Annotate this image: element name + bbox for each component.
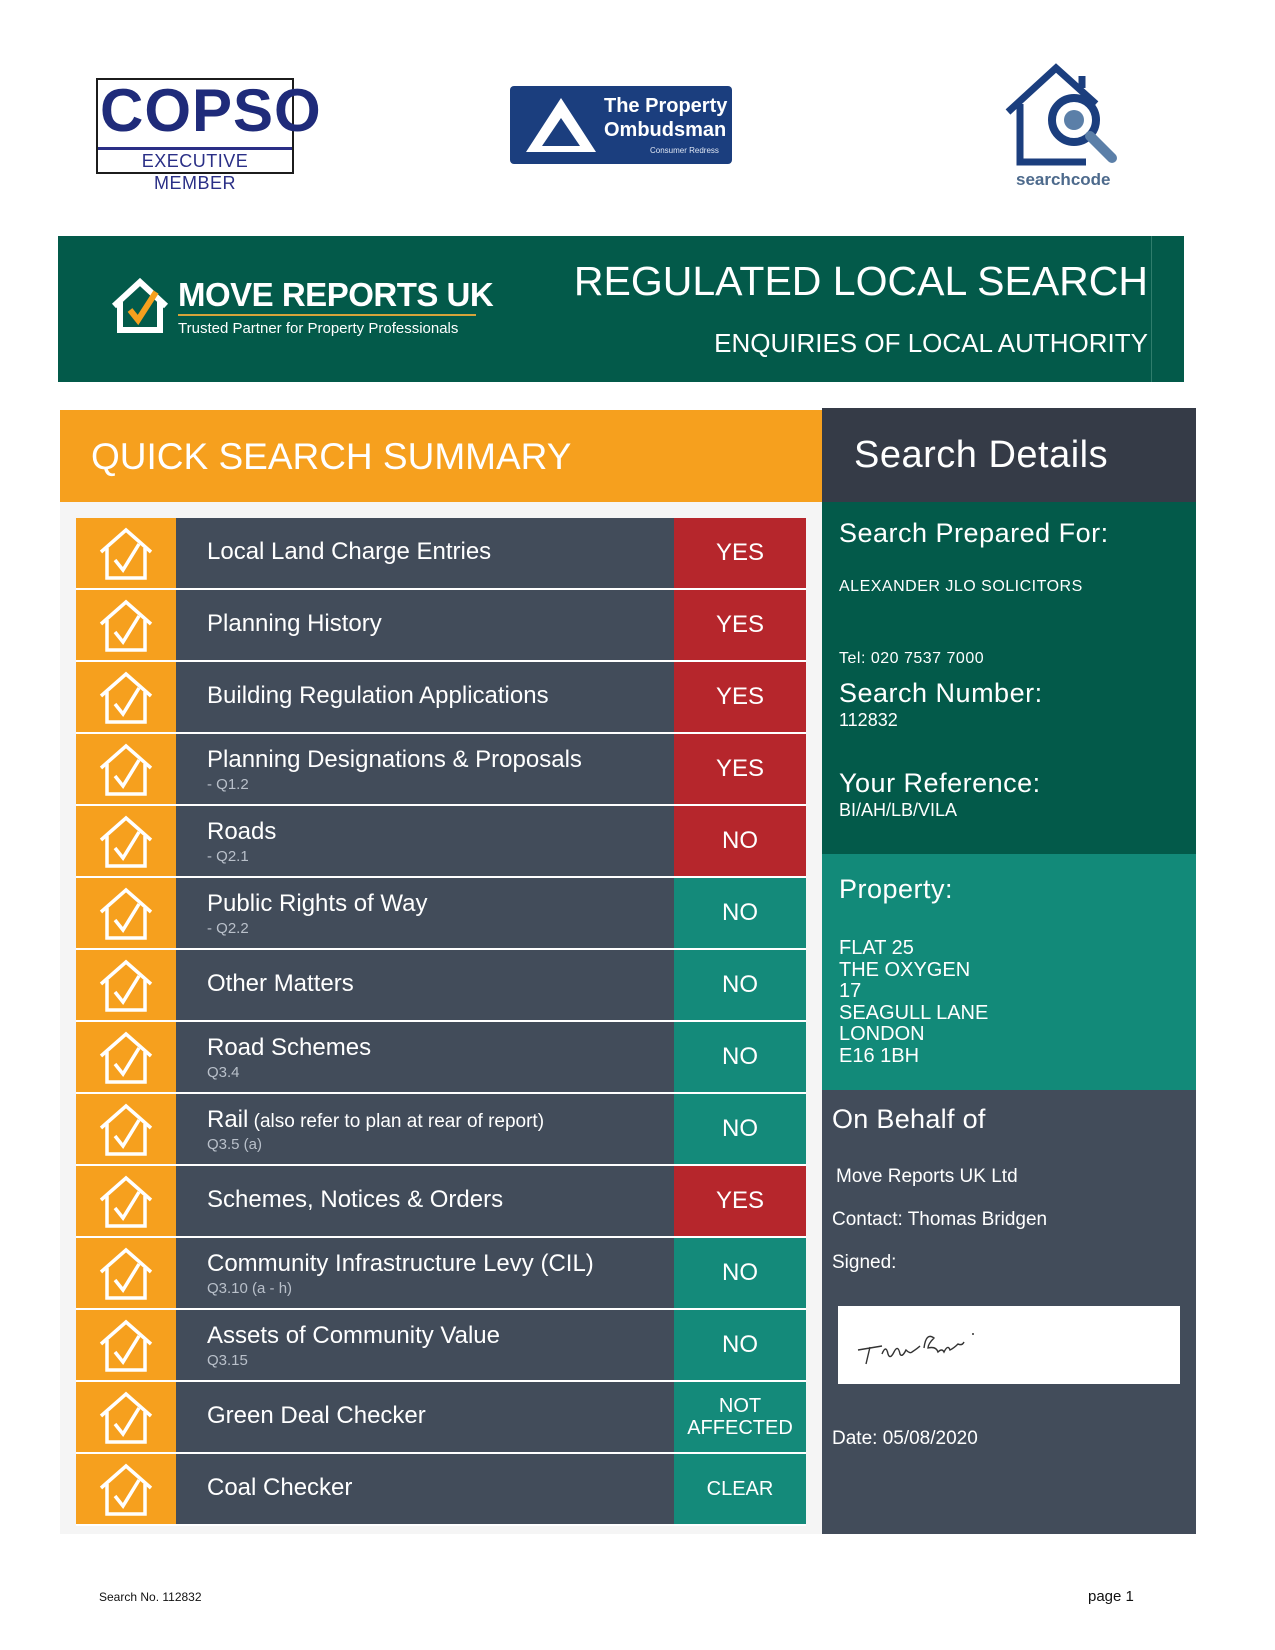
row-label-text: Building Regulation Applications [207, 682, 549, 709]
summary-row [76, 950, 806, 1022]
status-value: NO [722, 1259, 758, 1286]
row-note: Q3.10 (a - h) [207, 1280, 293, 1297]
row-label [207, 1402, 426, 1430]
row-label [207, 610, 382, 638]
row-note: - Q1.2 [207, 776, 249, 793]
summary-row [76, 518, 806, 590]
status-value-line: AFFECTED [687, 1417, 793, 1439]
row-label-text: Community Infrastructure Levy (CIL) [207, 1250, 594, 1277]
status-cell [674, 734, 806, 804]
report-title: REGULATED LOCAL SEARCH [573, 258, 1148, 304]
copso-word: COPSO [100, 77, 322, 144]
details-header [822, 408, 1196, 502]
house-check-icon [76, 1310, 176, 1380]
row-label [207, 890, 428, 918]
house-check-icon [76, 950, 176, 1020]
contact-name: Contact: Thomas Bridgen [832, 1209, 1048, 1230]
house-check-icon [76, 806, 176, 876]
row-label-text: Green Deal Checker [207, 1402, 426, 1429]
summary-header [60, 410, 822, 502]
row-label [207, 1322, 500, 1350]
row-label-text: Road Schemes [207, 1034, 372, 1061]
status-value: YES [715, 539, 765, 566]
client-tel: Tel: 020 7537 7000 [839, 650, 985, 667]
status-value-line: NOT [718, 1395, 762, 1417]
house-check-icon [76, 1382, 176, 1452]
status-cell [674, 1238, 806, 1308]
row-label-text: Roads [207, 818, 277, 845]
copso-logo [96, 77, 322, 193]
search-number-value: 112832 [839, 710, 898, 730]
row-label-cell [176, 1022, 674, 1092]
status-cell [674, 806, 806, 876]
row-label-text: Public Rights of Way [207, 890, 428, 917]
signature-image [852, 1320, 992, 1370]
details-property-section [822, 854, 1196, 1090]
row-label-text: Other Matters [207, 970, 354, 997]
summary-row [76, 1310, 806, 1382]
summary-row [76, 1022, 806, 1094]
brand-tagline: Trusted Partner for Property Professionals [178, 320, 459, 337]
row-note: - Q2.1 [207, 848, 249, 865]
row-label-text: Local Land Charge Entries [207, 538, 492, 565]
summary-row [76, 878, 806, 950]
summary-row [76, 1238, 806, 1310]
row-label-cell [176, 950, 674, 1020]
row-label-cell [176, 1454, 674, 1524]
row-label [207, 538, 491, 566]
status-cell [674, 1310, 806, 1380]
address-line: E16 1BH [839, 1044, 920, 1067]
copso-sub: EXECUTIVE MEMBER [141, 151, 249, 193]
status-cell [674, 1094, 806, 1164]
prepared-for-value: ALEXANDER JLO SOLICITORS [839, 578, 1083, 595]
reference-value: BI/AH/LB/VILA [839, 800, 958, 820]
signed-label: Signed: [832, 1252, 897, 1273]
prepared-for-label: Search Prepared For: [839, 518, 1109, 548]
status-value: NO [722, 827, 758, 854]
property-ombudsman-logo [510, 86, 732, 164]
row-label [207, 1474, 352, 1502]
searchcode-logo [1000, 62, 1150, 192]
row-label [207, 1034, 371, 1062]
status-cell [674, 662, 806, 732]
row-label-cell [176, 806, 674, 876]
summary-row [76, 806, 806, 878]
row-label [207, 1106, 544, 1134]
address-line: 17 [839, 980, 862, 1002]
property-label: Property: [839, 874, 954, 904]
row-label [207, 682, 549, 710]
address-line: THE OXYGEN [839, 958, 971, 981]
row-label-cell [176, 1166, 674, 1236]
reference-label: Your Reference: [839, 768, 1041, 798]
status-cell [674, 950, 806, 1020]
status-cell [674, 518, 806, 588]
status-value: YES [715, 611, 765, 638]
status-value: NO [722, 899, 758, 926]
house-check-icon [76, 590, 176, 660]
address-line: LONDON [839, 1023, 925, 1045]
house-search-icon [1000, 62, 1150, 168]
row-label-cell [176, 878, 674, 948]
row-note: Q3.15 [207, 1352, 248, 1369]
row-label [207, 1186, 503, 1214]
row-label-text: Rail [207, 1106, 249, 1133]
summary-row [76, 590, 806, 662]
house-check-icon [76, 734, 176, 804]
row-label [207, 746, 582, 774]
row-label-cell [176, 662, 674, 732]
status-value: CLEAR [706, 1478, 774, 1500]
row-label-cell [176, 1238, 674, 1308]
status-cell [674, 878, 806, 948]
row-label-text: Assets of Community Value [207, 1322, 501, 1349]
tpo-line2: Ombudsman [604, 119, 727, 141]
row-label-extra: (also refer to plan at rear of report) [248, 1111, 545, 1132]
house-check-icon [76, 1166, 176, 1236]
status-value: NO [722, 1115, 758, 1142]
behalf-label: On Behalf of [832, 1104, 986, 1134]
status-cell [674, 1382, 806, 1452]
status-value: NO [722, 971, 758, 998]
house-check-logo-icon [110, 276, 170, 336]
row-label-cell [176, 1382, 674, 1452]
summary-row [76, 662, 806, 734]
summary-title: QUICK SEARCH SUMMARY [91, 436, 572, 477]
row-label [207, 1250, 594, 1278]
band-divider [1151, 236, 1152, 382]
address-line: FLAT 25 [839, 937, 914, 959]
row-label-cell [176, 518, 674, 588]
house-check-icon [76, 662, 176, 732]
summary-row [76, 1454, 806, 1526]
house-check-icon [76, 1454, 176, 1524]
summary-row [76, 1382, 806, 1454]
summary-row [76, 1094, 806, 1166]
searchcode-label: searchcode [1016, 170, 1111, 189]
footer-page-number: page 1 [1088, 1588, 1134, 1605]
signature-box [838, 1306, 1180, 1384]
house-check-icon [76, 518, 176, 588]
summary-row [76, 734, 806, 806]
brand-underline [178, 314, 476, 316]
brand-name: MOVE REPORTS UK [178, 276, 494, 313]
row-label [207, 818, 276, 846]
details-title: Search Details [854, 434, 1109, 476]
status-value: NO [722, 1043, 758, 1070]
report-date: Date: 05/08/2020 [832, 1428, 978, 1449]
house-check-icon [76, 878, 176, 948]
header-band [58, 236, 1184, 382]
search-number-label: Search Number: [839, 678, 1043, 708]
row-label-text: Planning History [207, 610, 382, 637]
tpo-tagline: Consumer Redress [650, 146, 719, 155]
row-label-cell [176, 734, 674, 804]
status-value: YES [715, 683, 765, 710]
status-value: YES [715, 755, 765, 782]
house-check-icon [76, 1022, 176, 1092]
row-label-cell [176, 1094, 674, 1164]
report-subtitle: ENQUIRIES OF LOCAL AUTHORITY [714, 328, 1148, 358]
status-cell [674, 590, 806, 660]
details-client-section [822, 502, 1196, 854]
row-label-cell [176, 1310, 674, 1380]
row-note: - Q2.2 [207, 920, 249, 937]
row-label-text: Schemes, Notices & Orders [207, 1186, 504, 1213]
company-name: Move Reports UK Ltd [836, 1166, 1018, 1187]
property-address [839, 938, 988, 1067]
status-cell [674, 1022, 806, 1092]
row-note: Q3.5 (a) [207, 1136, 263, 1153]
row-label-text: Planning Designations & Proposals [207, 746, 582, 773]
row-label [207, 970, 354, 998]
status-cell [674, 1166, 806, 1236]
row-label-text: Coal Checker [207, 1474, 353, 1501]
row-note: Q3.4 [207, 1064, 240, 1081]
status-value: NO [722, 1331, 758, 1358]
footer-search-number: Search No. 112832 [99, 1590, 202, 1604]
house-check-icon [76, 1238, 176, 1308]
status-cell [674, 1454, 806, 1524]
summary-row [76, 1166, 806, 1238]
tpo-line1: The Property [604, 95, 728, 117]
status-value: YES [715, 1187, 765, 1214]
address-line: SEAGULL LANE [839, 1001, 989, 1024]
row-label-cell [176, 590, 674, 660]
house-check-icon [76, 1094, 176, 1164]
triangle-icon [524, 96, 598, 154]
